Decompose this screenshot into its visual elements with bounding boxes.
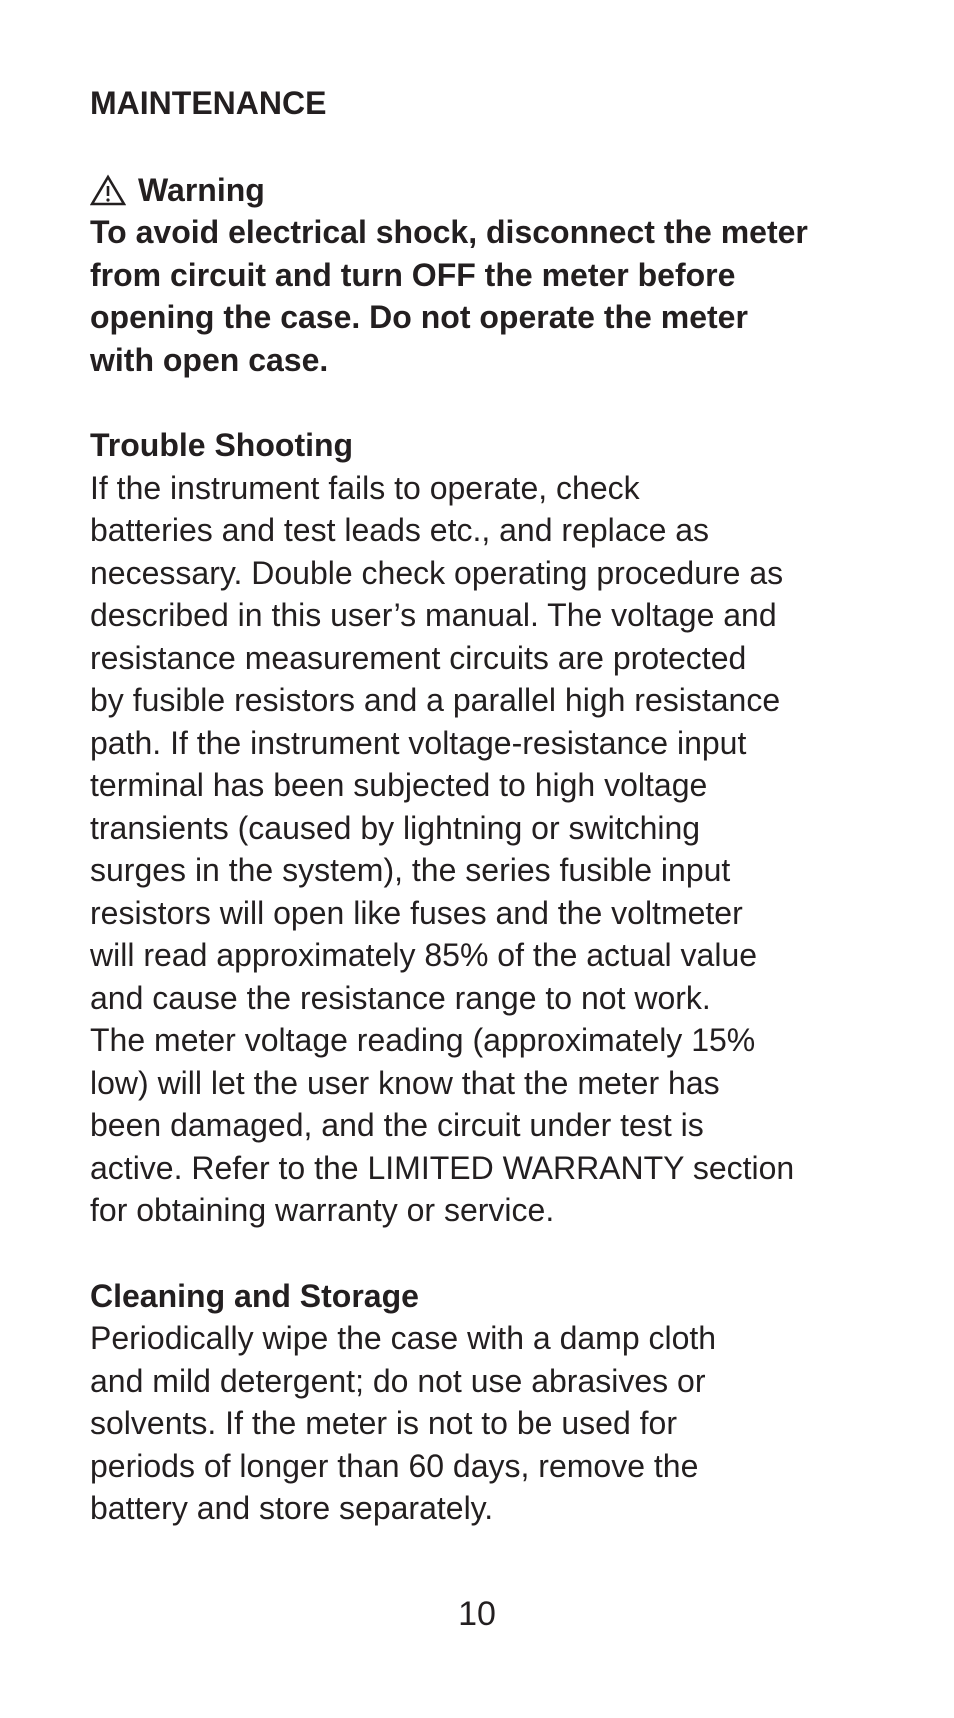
manual-page	[90, 82, 880, 1530]
paragraph-line: battery and store separately.	[90, 1490, 494, 1526]
warning-line: To avoid electrical shock, disconnect the meter	[90, 214, 808, 250]
paragraph-line: Periodically wipe the case with a damp cloth	[90, 1320, 717, 1356]
paragraph-line: described in this user’s manual. The voltage and	[90, 597, 777, 633]
troubleshooting-title: Trouble Shooting	[90, 427, 354, 463]
paragraph-line: will read approximately 85% of the actual value	[90, 937, 758, 973]
paragraph-line: If the instrument fails to operate, check	[90, 469, 640, 506]
cleaning-text	[90, 1317, 880, 1530]
paragraph-line: batteries and test leads etc., and replace as	[90, 512, 710, 548]
paragraph-line: necessary. Double check operating procedure as	[90, 554, 784, 591]
paragraph-line: for obtaining warranty or service.	[90, 1192, 555, 1228]
paragraph-line: terminal has been subjected to high voltage	[90, 767, 708, 803]
spacer	[90, 381, 880, 424]
warning-title: Warning	[138, 171, 265, 208]
warning-title-row	[90, 169, 880, 212]
paragraph-line: been damaged, and the circuit under test is	[90, 1107, 704, 1143]
paragraph-line: path. If the instrument voltage-resistance input	[90, 724, 747, 761]
page-number: 10	[458, 1595, 496, 1633]
warning-line: with open case.	[90, 341, 329, 378]
paragraph-line: The meter voltage reading (approximately 15%	[90, 1022, 756, 1058]
troubleshooting-text	[90, 467, 880, 1232]
paragraph-line: and cause the resistance range to not work.	[90, 979, 711, 1016]
warning-triangle-icon	[90, 174, 126, 206]
paragraph-line: by fusible resistors and a parallel high resistance	[90, 682, 781, 718]
cleaning-title: Cleaning and Storage	[90, 1277, 419, 1314]
warning-line: opening the case. Do not operate the meter	[90, 299, 748, 335]
paragraph-line: transients (caused by lightning or switching	[90, 809, 701, 846]
paragraph-line: solvents. If the meter is not to be used for	[90, 1405, 677, 1441]
paragraph-line: low) will let the user know that the meter has	[90, 1064, 720, 1101]
paragraph-line: periods of longer than 60 days, remove the	[90, 1447, 699, 1484]
warning-text	[90, 211, 880, 381]
warning-line: from circuit and turn OFF the meter before	[90, 256, 736, 293]
paragraph-line: active. Refer to the LIMITED WARRANTY section	[90, 1149, 795, 1186]
paragraph-line: and mild detergent; do not use abrasives or	[90, 1362, 706, 1399]
paragraph-line: surges in the system), the series fusible input	[90, 852, 731, 888]
section-heading: MAINTENANCE	[90, 85, 327, 121]
paragraph-line: resistance measurement circuits are protected	[90, 639, 747, 676]
spacer	[90, 1232, 880, 1275]
paragraph-line: resistors will open like fuses and the voltmeter	[90, 894, 743, 931]
